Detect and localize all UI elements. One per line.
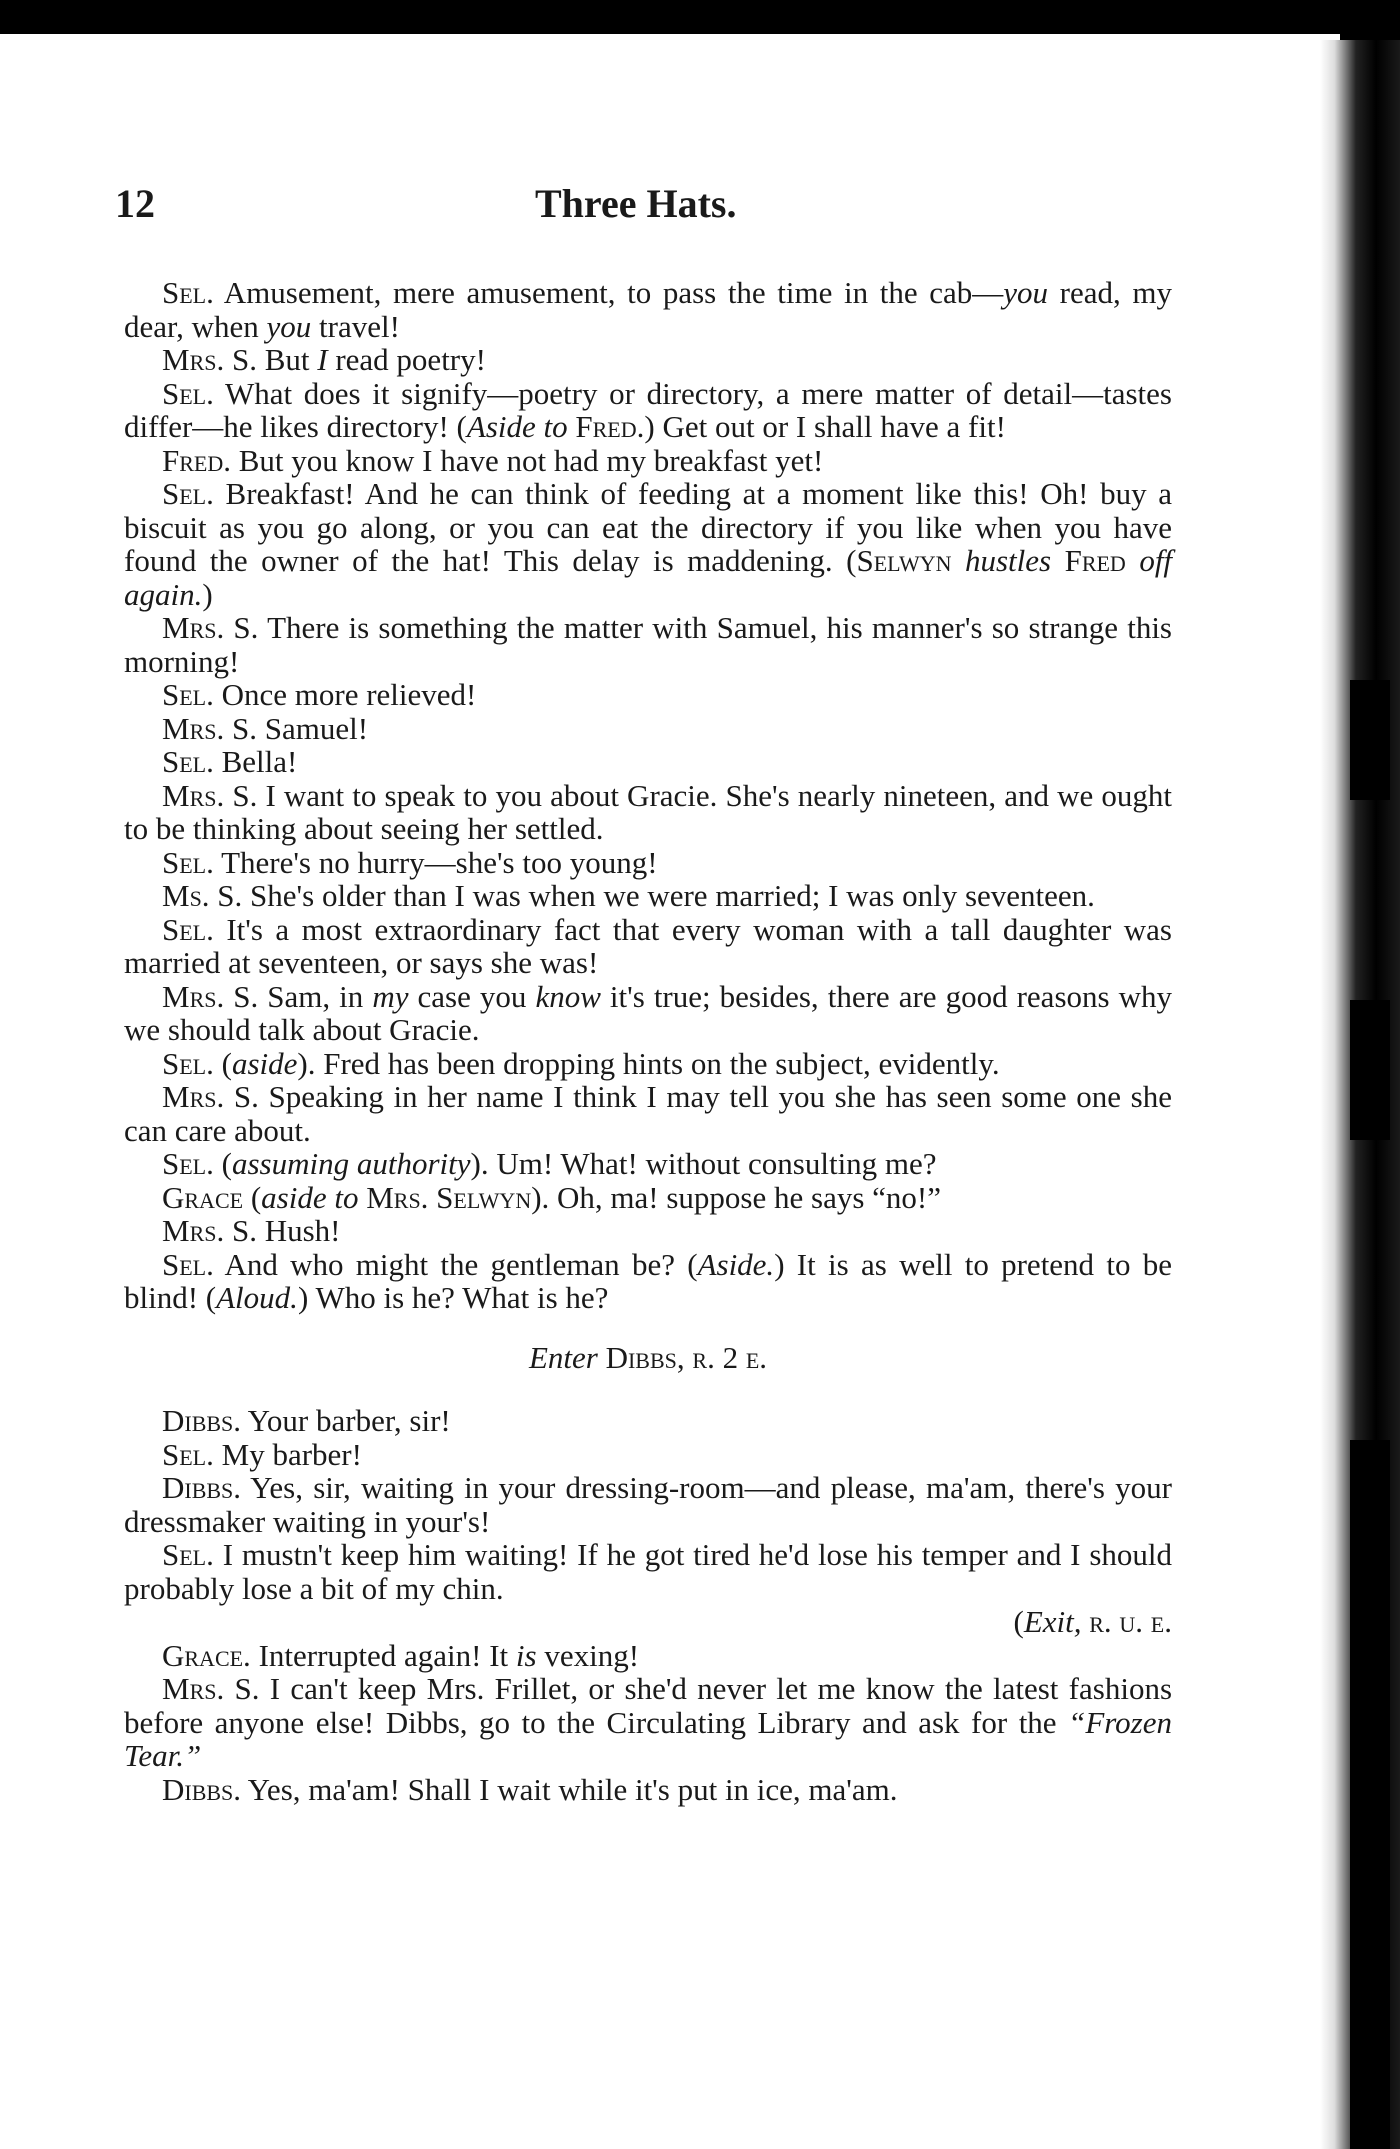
italic-text: off again. xyxy=(124,543,1173,612)
smallcaps-text: Mrs. Selwyn xyxy=(366,1179,532,1215)
smallcaps-text: Fred xyxy=(1064,543,1126,578)
speaker-name: Mrs. S. xyxy=(162,342,257,377)
text-run: There's no hurry—she's too young! xyxy=(213,844,658,880)
speaker-name: Sel. xyxy=(162,1045,214,1081)
italic-text: Aside. xyxy=(697,1246,775,1282)
text-run: , xyxy=(676,1339,693,1375)
text-run: ( xyxy=(1013,1604,1024,1639)
text-run: ) It is as well to pretend to be blind! ( xyxy=(124,1246,1172,1315)
page-number: 12 xyxy=(115,181,155,226)
gutter-shadow xyxy=(1350,680,1390,800)
text-run: it's true; besides, there are good reasons why we should talk about Gracie. xyxy=(124,978,1172,1047)
text-run: But xyxy=(256,342,318,377)
speech-line xyxy=(124,1214,1172,1248)
speech-line xyxy=(124,1538,1172,1605)
speaker-name: Sel. xyxy=(162,744,214,779)
italic-text: hustles xyxy=(964,543,1052,578)
italic-text: Enter xyxy=(528,1339,598,1375)
text-run: ). Fred has been dropping hints on the subject, evidently. xyxy=(297,1045,1000,1081)
text-run: ( xyxy=(213,1146,232,1181)
speech-line xyxy=(124,745,1172,779)
running-title: Three Hats. xyxy=(535,181,737,226)
speech-line xyxy=(124,1639,1172,1673)
speech-line xyxy=(124,1404,1172,1438)
speech-line xyxy=(124,444,1172,478)
speech-line xyxy=(124,1471,1172,1538)
text-run: Amusement, mere amusement, to pass the time in the cab— xyxy=(213,275,1004,310)
speaker-name: Sel. xyxy=(162,844,214,880)
speaker-name: Sel. xyxy=(162,1537,214,1572)
italic-text: Exit, xyxy=(1023,1604,1082,1639)
text-run: Samuel! xyxy=(256,710,369,746)
text-run: Yes, ma'am! Shall I wait while it's put in ice, ma'am. xyxy=(241,1771,898,1807)
italic-text: my xyxy=(372,978,409,1014)
text-run: But you know I have not had my breakfast yet! xyxy=(231,442,824,478)
speaker-name: Ms. S. xyxy=(162,878,243,913)
speech-line xyxy=(124,779,1172,846)
speech-line xyxy=(124,1438,1172,1472)
smallcaps-text: r. u. e. xyxy=(1089,1604,1172,1639)
text-run: case you xyxy=(408,978,536,1014)
text-run: Your barber, sir! xyxy=(241,1403,451,1438)
speech-line xyxy=(124,477,1172,611)
speech-line xyxy=(124,1147,1172,1181)
gutter-shadow xyxy=(1350,1440,1390,2149)
speaker-name: Sel. xyxy=(162,476,214,511)
text-run: ) Get out or I shall have a fit! xyxy=(644,409,1006,444)
italic-text: aside xyxy=(231,1045,298,1081)
text-run: She's older than I was when we were married; I was only seventeen. xyxy=(242,878,1095,913)
text-run xyxy=(1051,543,1064,578)
speaker-name: Dibbs. xyxy=(162,1470,242,1505)
stage-direction-entrance xyxy=(124,1341,1172,1375)
speech-line xyxy=(124,712,1172,746)
text-run: travel! xyxy=(311,308,400,344)
text-run: There is something the matter with Samuel, his manner's so strange this morning! xyxy=(124,610,1172,679)
speaker-name: Sel. xyxy=(162,275,214,310)
text-run: I mustn't keep him waiting! If he got tired he'd lose his temper and I should probably lose a bit of my chin. xyxy=(124,1537,1172,1606)
speech-line xyxy=(124,879,1172,913)
speech-line xyxy=(124,1248,1172,1315)
text-run: It's a most extraordinary fact that every woman with a tall daughter was married at seventeen, or says she was! xyxy=(124,911,1172,980)
speaker-name: Mrs. S. xyxy=(162,610,259,645)
speaker-name: Sel. xyxy=(162,1146,214,1181)
speech-line xyxy=(124,276,1172,343)
speech-line xyxy=(124,611,1172,678)
text-run: I want to speak to you about Gracie. She's nearly nineteen, and we ought to be thinking about seeing her settled. xyxy=(124,777,1172,846)
dialogue-block xyxy=(124,1639,1172,1807)
gutter-shadow xyxy=(1350,1000,1390,1140)
italic-text: know xyxy=(535,978,601,1014)
speaker-name: Dibbs. xyxy=(162,1771,242,1807)
text-run: ) xyxy=(202,576,213,612)
smallcaps-text: Dibbs xyxy=(605,1339,677,1375)
speaker-name: Sel. xyxy=(162,677,214,712)
dialogue-block xyxy=(124,276,1172,1315)
text-run: I can't keep Mrs. Frillet, or she'd never let me know the latest fashions before anyone else! Dibbs, go to the Circulating Library and ask for the xyxy=(124,1671,1173,1740)
speaker-name: Mrs. S. xyxy=(162,1213,257,1248)
smallcaps-text: r. 2 e. xyxy=(692,1339,768,1375)
speech-line xyxy=(124,1181,1172,1215)
italic-text: you xyxy=(1003,275,1049,310)
speaker-name: Grace. xyxy=(162,1637,251,1673)
text-run: Hush! xyxy=(256,1213,341,1248)
speech-line xyxy=(124,1080,1172,1147)
speech-line xyxy=(124,678,1172,712)
speech-line xyxy=(124,1773,1172,1807)
text-run: ( xyxy=(243,1179,262,1215)
text-run xyxy=(1126,543,1139,578)
speaker-name: Sel. xyxy=(162,1436,214,1472)
play-text xyxy=(124,276,1172,1806)
speech-line xyxy=(124,1672,1172,1773)
speaker-name: Mrs. S. xyxy=(162,1671,260,1706)
binding-gutter xyxy=(1320,40,1400,2149)
speaker-name: Mrs. S. xyxy=(162,710,257,746)
speaker-name: Mrs. S. xyxy=(162,777,258,813)
text-run: read, my dear, when xyxy=(124,275,1172,344)
text-run: Bella! xyxy=(213,744,298,779)
speaker-name: Dibbs. xyxy=(162,1403,242,1438)
smallcaps-text: Selwyn xyxy=(856,543,952,578)
speaker-name: Mrs. S. xyxy=(162,1079,259,1114)
text-run: Sam, in xyxy=(258,978,373,1014)
dialogue-block xyxy=(124,1404,1172,1605)
text-run: vexing! xyxy=(536,1637,640,1673)
speaker-name: Sel. xyxy=(162,911,214,947)
speech-line xyxy=(124,980,1172,1047)
text-run: Interrupted again! It xyxy=(250,1637,516,1673)
italic-text: assuming authority xyxy=(231,1146,471,1181)
italic-text: Aloud. xyxy=(216,1280,298,1315)
speaker-name: Grace xyxy=(162,1179,244,1215)
text-run: And who might the gentleman be? ( xyxy=(213,1246,698,1282)
page-header xyxy=(115,180,1175,240)
top-border-rule xyxy=(0,0,1360,34)
italic-text: you xyxy=(266,308,312,344)
text-run xyxy=(598,1340,606,1375)
text-run: ). Oh, ma! suppose he says “no!” xyxy=(531,1179,941,1215)
speech-line xyxy=(124,377,1172,444)
italic-text: Aside to xyxy=(466,409,568,444)
speech-line xyxy=(124,913,1172,980)
text-run: My barber! xyxy=(213,1436,362,1472)
text-run: ) Who is he? What is he? xyxy=(297,1280,609,1315)
text-run: Breakfast! And he can think of feeding at a moment like this! Oh! buy a biscuit as you go along, or you can eat the directory if you like when you have found the owner of the hat! This delay is maddening. ( xyxy=(124,476,1172,578)
text-run: ). Um! What! without consulting me? xyxy=(470,1146,937,1181)
italic-text: is xyxy=(515,1637,537,1673)
italic-text: aside to xyxy=(261,1179,359,1215)
italic-text: I xyxy=(317,342,328,377)
italic-text: “Frozen Tear.” xyxy=(124,1704,1172,1773)
text-run xyxy=(951,543,964,578)
text-run: ( xyxy=(213,1045,232,1081)
text-run: Once more relieved! xyxy=(213,677,477,712)
text-run: Speaking in her name I think I may tell you she has seen some one she can care about. xyxy=(124,1079,1172,1148)
speech-line xyxy=(124,1047,1172,1081)
speech-line xyxy=(124,846,1172,880)
speaker-name: Mrs. S. xyxy=(162,978,259,1014)
speaker-name: Sel. xyxy=(162,375,214,411)
text-run: Yes, sir, waiting in your dressing-room—and please, ma'am, there's your dressmaker waiting in your's! xyxy=(124,1470,1172,1539)
text-run: What does it signify—poetry or directory, a mere matter of detail—tastes differ—he likes directory! ( xyxy=(124,375,1172,444)
speaker-name: Fred. xyxy=(162,442,231,478)
text-run: read poetry! xyxy=(327,342,486,377)
speaker-name: Sel. xyxy=(162,1246,214,1282)
smallcaps-text: Fred. xyxy=(575,409,645,444)
speech-line xyxy=(124,343,1172,377)
stage-direction-exit xyxy=(124,1605,1172,1639)
